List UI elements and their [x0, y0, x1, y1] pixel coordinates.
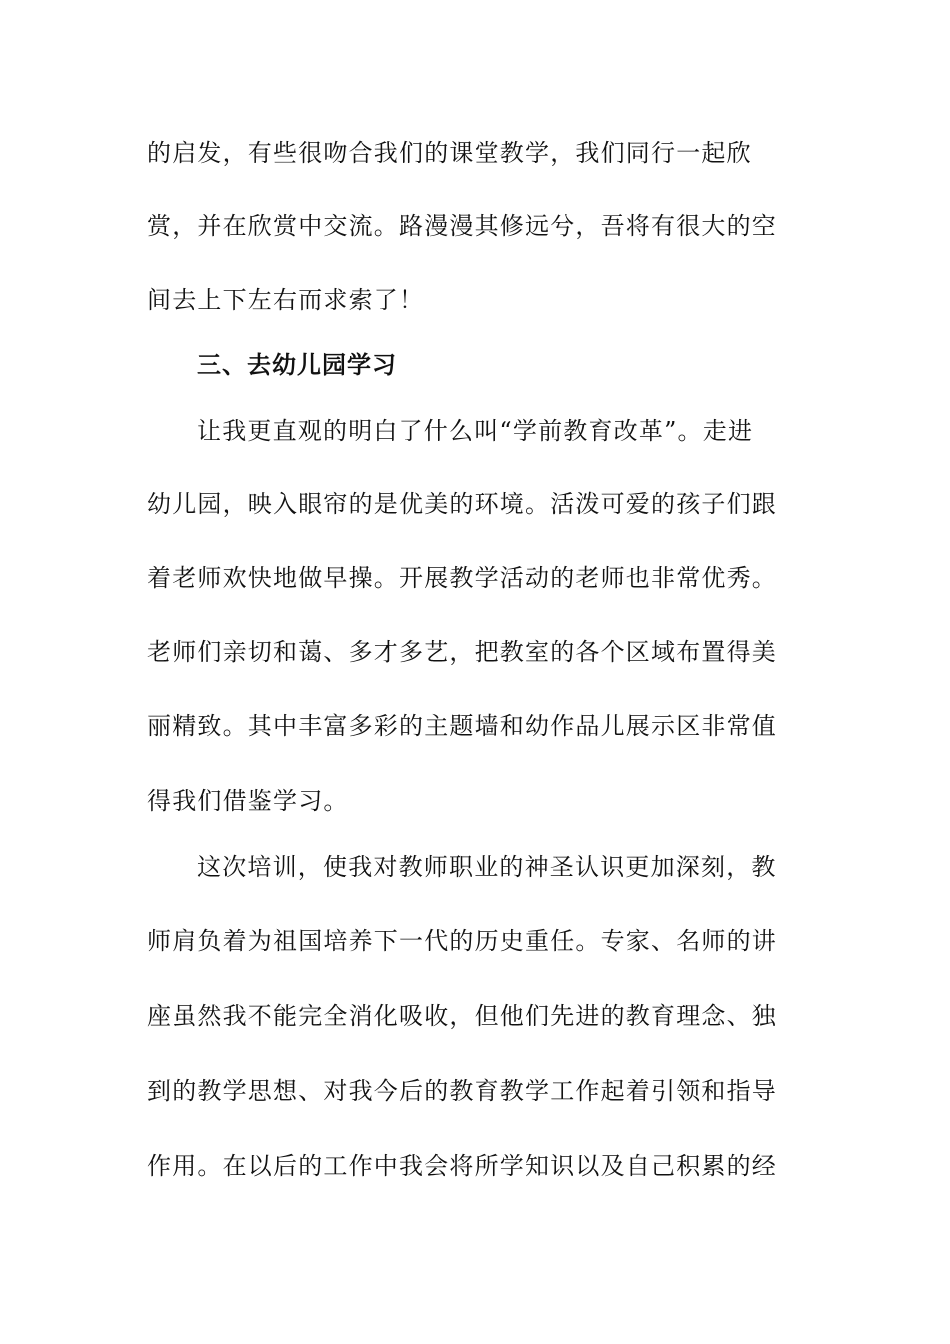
text-line: 老师们亲切和蔼、多才多艺，把教室的各个区域布置得美: [147, 638, 777, 666]
text-line: 赏，并在欣赏中交流。路漫漫其修远兮，吾将有很大的空: [147, 212, 777, 240]
text-line: 师肩负着为祖国培养下一代的历史重任。专家、名师的讲: [147, 927, 777, 955]
text-line: 作用。在以后的工作中我会将所学知识以及自己积累的经: [147, 1152, 777, 1180]
section-heading: 三、去幼儿园学习: [197, 351, 397, 379]
text-line: 丽精致。其中丰富多彩的主题墙和幼作品儿展示区非常值: [147, 712, 777, 740]
text-line: 到的教学思想、对我今后的教育教学工作起着引领和指导: [147, 1077, 777, 1105]
text-line: 的启发，有些很吻合我们的课堂教学，我们同行一起欣: [147, 139, 752, 167]
text-line: 幼儿园，映入眼帘的是优美的环境。活泼可爱的孩子们跟: [147, 490, 777, 518]
text-line: 得我们借鉴学习。: [147, 787, 349, 815]
text-line: 座虽然我不能完全消化吸收，但他们先进的教育理念、独: [147, 1002, 777, 1030]
text-line: 着老师欢快地做早操。开展教学活动的老师也非常优秀。: [147, 564, 777, 592]
text-line: 间去上下左右而求索了！: [147, 286, 425, 314]
text-line: 让我更直观的明白了什么叫“学前教育改革”。走进: [197, 417, 754, 445]
text-line: 这次培训，使我对教师职业的神圣认识更加深刻，教: [197, 853, 777, 881]
